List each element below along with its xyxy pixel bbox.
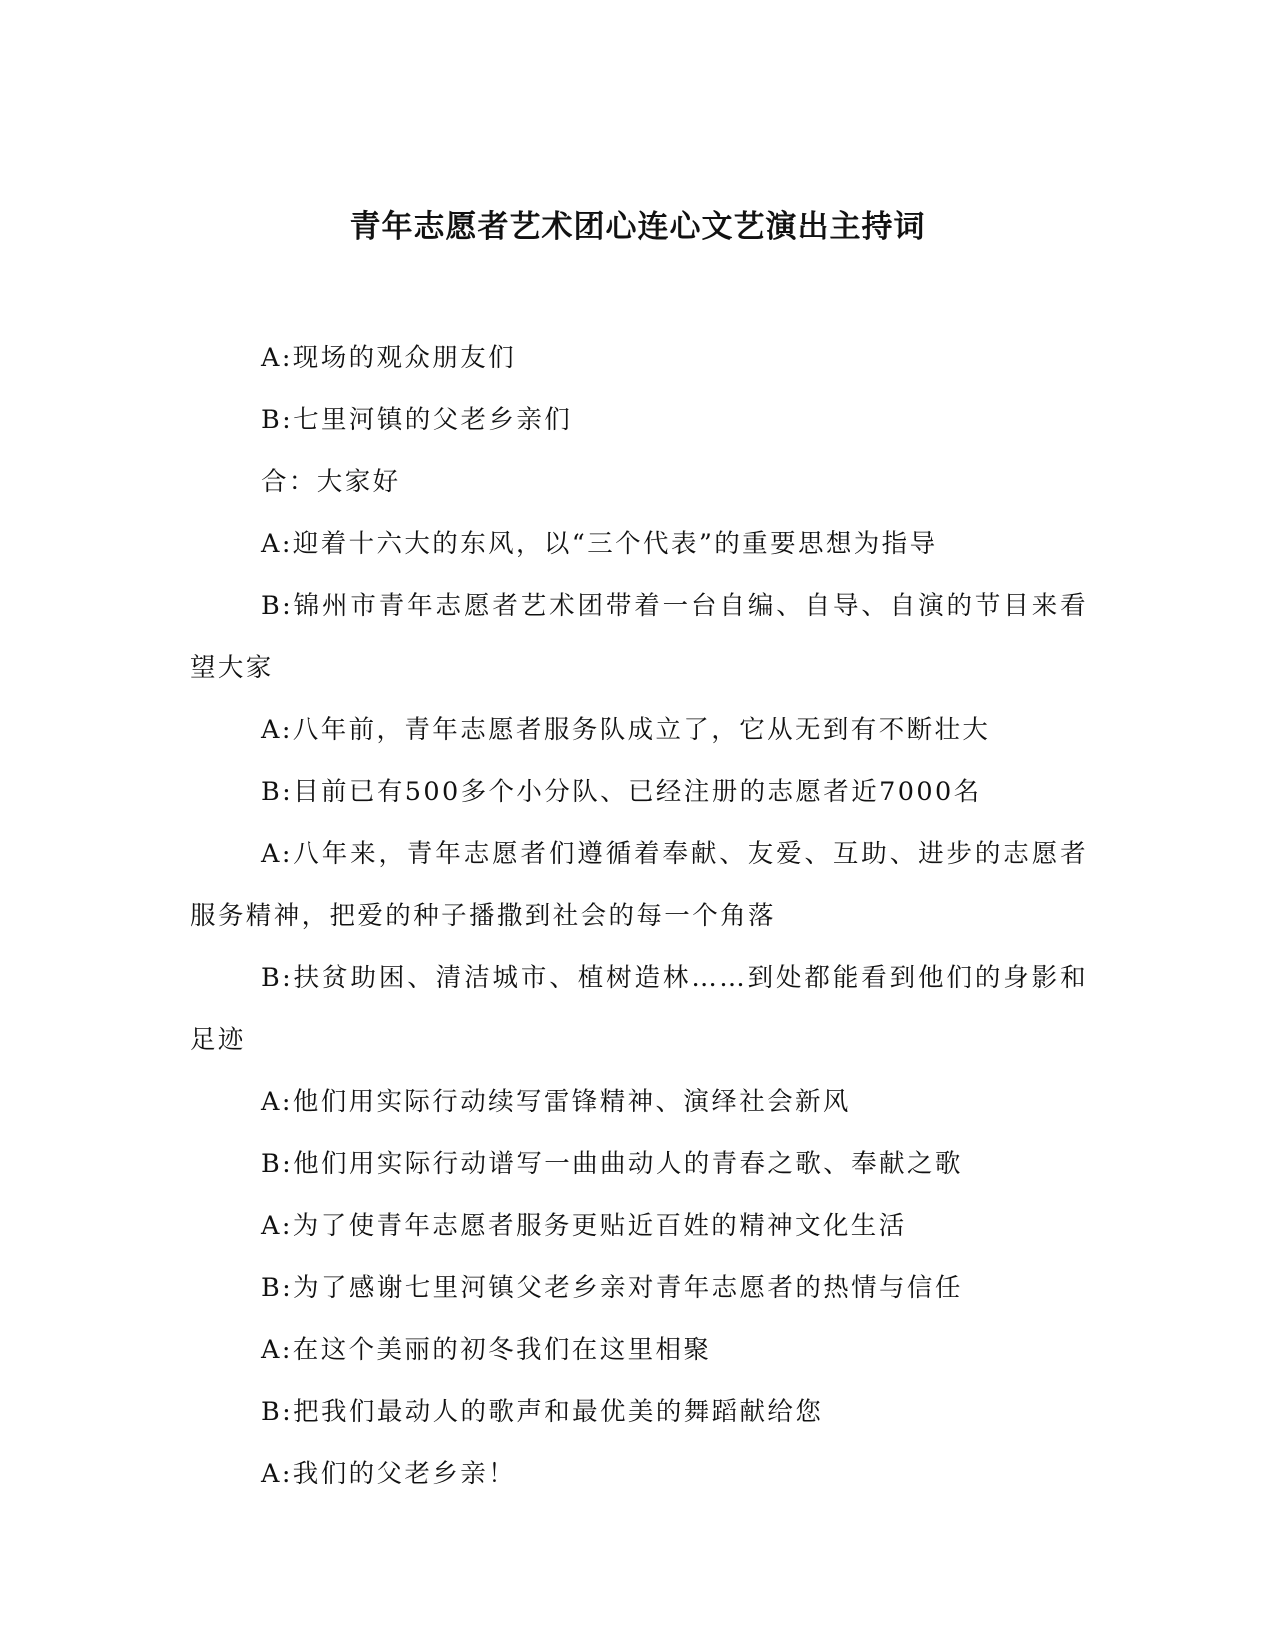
paragraph: B:为了感谢七里河镇父老乡亲对青年志愿者的热情与信任 [261,1273,963,1303]
paragraph: A:为了使青年志愿者服务更贴近百姓的精神文化生活 [261,1211,907,1241]
paragraph: A:迎着十六大的东风，以“三个代表”的重要思想为指导 [261,529,938,559]
paragraph: 合：大家好 [261,467,401,497]
paragraph: B:把我们最动人的歌声和最优美的舞蹈献给您 [261,1397,824,1427]
document-title: 青年志愿者艺术团心连心文艺演出主持词 [349,209,926,245]
document-body [190,327,1088,1505]
paragraph: A:八年来，青年志愿者们遵循着奉献、友爱、互助、进步的志愿者服务精神，把爱的种子播撒到社会的每一个角落 [190,839,1088,931]
paragraph: A:在这个美丽的初冬我们在这里相聚 [261,1335,712,1365]
paragraph: B:扶贫助困、清洁城市、植树造林……到处都能看到他们的身影和足迹 [190,963,1088,1055]
paragraph: A:他们用实际行动续写雷锋精神、演绎社会新风 [261,1087,851,1117]
paragraph: B:锦州市青年志愿者艺术团带着一台自编、自导、自演的节目来看望大家 [190,591,1088,683]
paragraph: B:七里河镇的父老乡亲们 [261,405,573,435]
paragraph: A:八年前，青年志愿者服务队成立了，它从无到有不断壮大 [261,715,991,745]
paragraph: B:目前已有500多个小分队、已经注册的志愿者近7000名 [261,777,982,807]
paragraph: B:他们用实际行动谱写一曲曲动人的青春之歌、奉献之歌 [261,1149,963,1179]
paragraph: A:我们的父老乡亲！ [261,1459,517,1489]
paragraph: A:现场的观众朋友们 [261,343,517,373]
